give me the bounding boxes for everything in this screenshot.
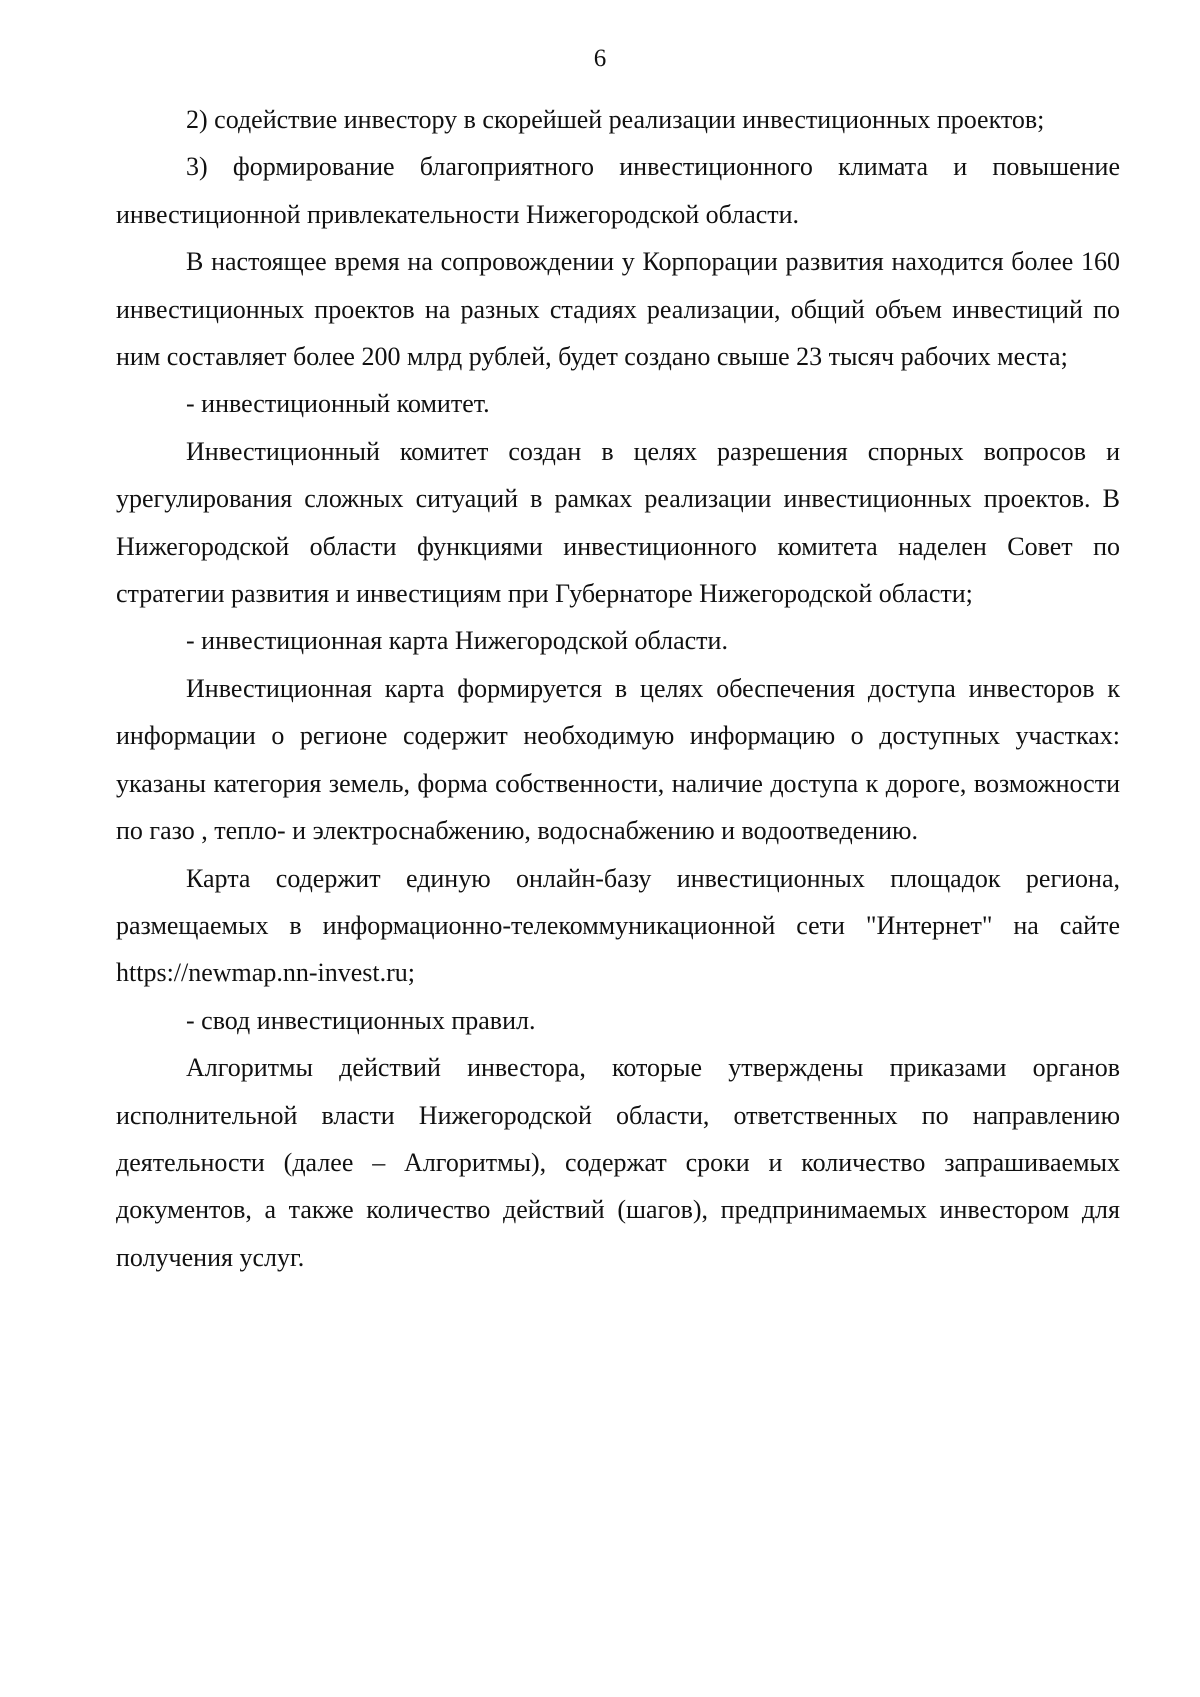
paragraph-investment-rules-item: - свод инвестиционных правил. [186,1005,536,1035]
paragraph-corporation-projects: В настоящее время на сопровождении у Корпорации развития находится более 160 инвестиционных проектов на разных стадиях реализации, общий объем инвестиций по ним составляет более 200 млрд рублей, будет создано свыше 23 тысяч рабочих места; [116,247,1120,372]
paragraph-goal-2: 2) содействие инвестору в скорейшей реализации инвестиционных проектов; [186,105,1045,134]
paragraph-investment-committee-item: - инвестиционный комитет. [186,389,490,419]
paragraph-investment-committee-description: Инвестиционный комитет создан в целях разрешения спорных вопросов и урегулирования сложных ситуаций в рамках реализации инвестиционных проектов. В Нижегородской области функциями инвестиционного комитета наделен Совет по стратегии развития и инвестициям при Губернаторе Нижегородской области; [116,436,1120,609]
paragraph-algorithms-description: Алгоритмы действий инвестора, которые утверждены приказами органов исполнительной власти Нижегородской области, ответственных по направлению деятельности (далее – Алгоритмы), содержат сроки и количество запрашиваемых документов, а также количество действий (шагов), предпринимаемых инвестором для получения услуг. [116,1053,1120,1272]
paragraph-map-online-base: Карта содержит единую онлайн-базу инвестиционных площадок региона, размещаемых в информационно-телекоммуникационной сети "Интернет" на сайте https://newmap.nn-invest.ru; [116,863,1120,988]
paragraph-goal-3: 3) формирование благоприятного инвестиционного климата и повышение инвестиционной привлекательности Нижегородской области. [116,152,1120,229]
paragraph-investment-map-item: - инвестиционная карта Нижегородской области. [186,626,728,656]
paragraph-investment-map-description: Инвестиционная карта формируется в целях обеспечения доступа инвесторов к информации о регионе содержит необходимую информацию о доступных участках: указаны категория земель, форма собственности, наличие доступа к дороге, возможности по газо , тепло- и электроснабжению, водоснабжению и водоотведению. [116,673,1120,846]
document-body [116,96,1120,1281]
page-number: 6 [593,45,607,72]
